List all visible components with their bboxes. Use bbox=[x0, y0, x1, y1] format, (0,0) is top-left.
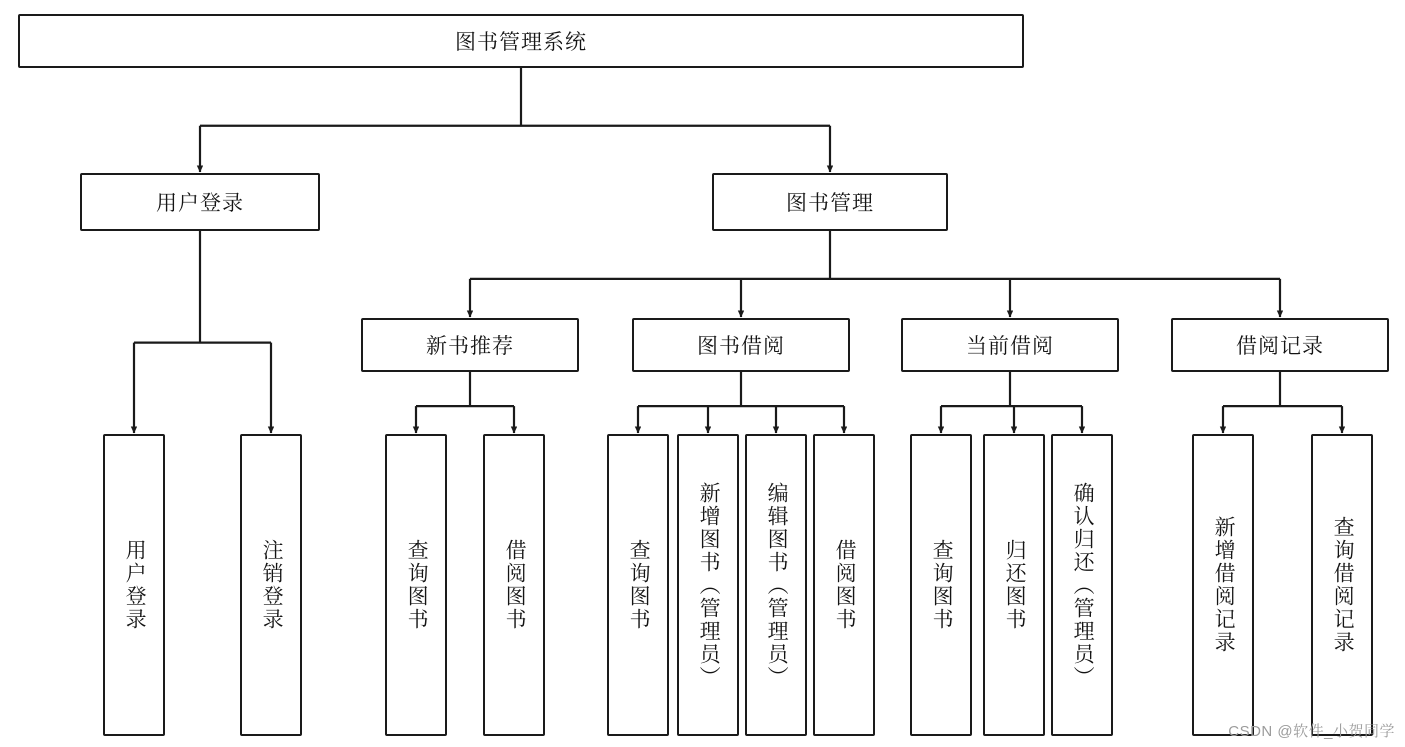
node-label: 图书管理系统 bbox=[455, 31, 587, 54]
node-label: 查询图书 bbox=[405, 539, 429, 631]
node-label: 当前借阅 bbox=[966, 335, 1054, 358]
node-q-book-3[interactable] bbox=[910, 434, 972, 736]
node-return-book[interactable] bbox=[983, 434, 1045, 736]
node-q-book-1[interactable] bbox=[385, 434, 447, 736]
node-bookmgmt[interactable] bbox=[712, 173, 948, 231]
node-userlogout[interactable] bbox=[240, 434, 302, 736]
node-label: 编辑图书（管理员） bbox=[765, 481, 789, 689]
node-add-record[interactable] bbox=[1192, 434, 1254, 736]
node-label: 查询图书 bbox=[627, 539, 651, 631]
node-edit-book[interactable] bbox=[745, 434, 807, 736]
node-label: 归还图书 bbox=[1003, 539, 1027, 631]
node-label: 新书推荐 bbox=[426, 335, 514, 358]
node-confirm-ret[interactable] bbox=[1051, 434, 1113, 736]
node-label: 新增借阅记录 bbox=[1212, 516, 1236, 654]
node-label: 新增图书（管理员） bbox=[697, 481, 721, 689]
node-label: 查询图书 bbox=[930, 539, 954, 631]
node-label: 用户登录 bbox=[156, 192, 244, 215]
node-label: 借阅图书 bbox=[503, 539, 527, 631]
node-label: 图书管理 bbox=[786, 192, 874, 215]
node-label: 借阅图书 bbox=[833, 539, 857, 631]
node-borrow-b-2[interactable] bbox=[813, 434, 875, 736]
node-label: 用户登录 bbox=[123, 539, 147, 631]
node-root[interactable] bbox=[18, 14, 1024, 68]
node-label: 查询借阅记录 bbox=[1331, 516, 1355, 654]
node-add-book[interactable] bbox=[677, 434, 739, 736]
node-login[interactable] bbox=[80, 173, 320, 231]
node-current[interactable] bbox=[901, 318, 1119, 372]
node-label: 借阅记录 bbox=[1236, 335, 1324, 358]
node-label: 确认归还（管理员） bbox=[1071, 481, 1095, 689]
node-q-book-2[interactable] bbox=[607, 434, 669, 736]
node-records[interactable] bbox=[1171, 318, 1389, 372]
node-label: 图书借阅 bbox=[697, 335, 785, 358]
node-borrow-b-1[interactable] bbox=[483, 434, 545, 736]
node-newbook[interactable] bbox=[361, 318, 579, 372]
node-userlogin[interactable] bbox=[103, 434, 165, 736]
watermark: CSDN @软件_小贺同学 bbox=[1228, 723, 1395, 740]
node-borrow[interactable] bbox=[632, 318, 850, 372]
node-label: 注销登录 bbox=[260, 539, 284, 631]
node-q-record[interactable] bbox=[1311, 434, 1373, 736]
